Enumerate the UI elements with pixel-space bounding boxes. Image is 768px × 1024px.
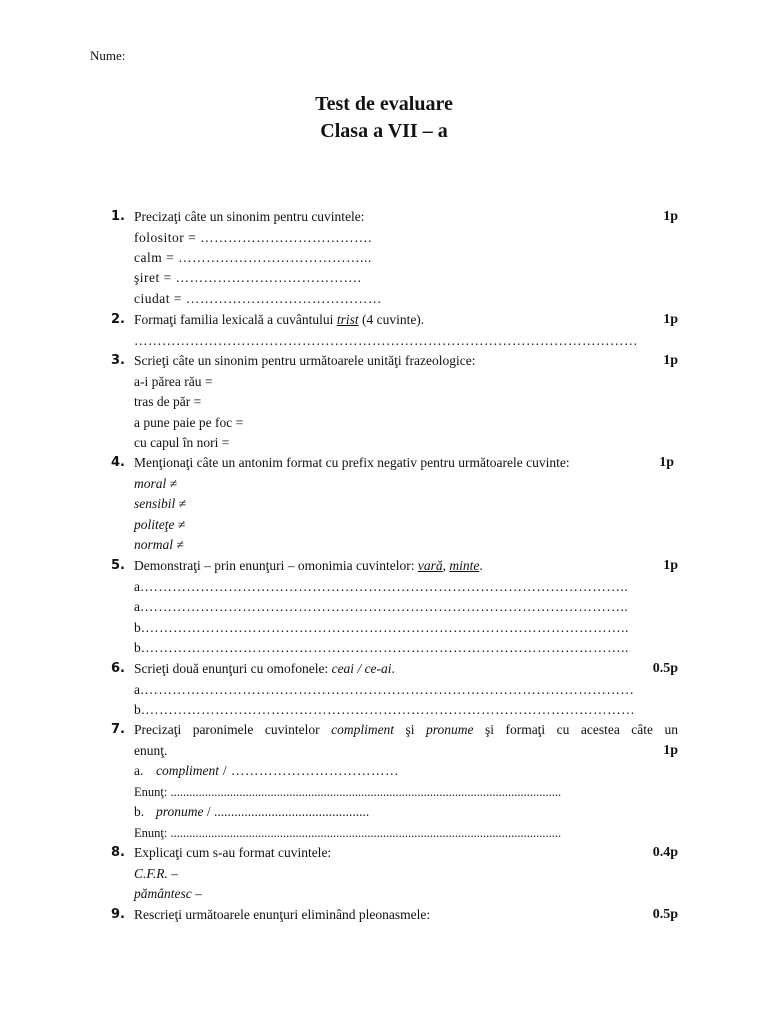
question-8-item: pământesc – (134, 886, 202, 901)
question-6-points: 0.5p (652, 661, 678, 676)
question-1-item: calm = …………………………………... (134, 250, 372, 265)
question-4-text: Menţionaţi câte un antonim format cu prefix negativ pentru următoarele cuvinte: (134, 455, 570, 470)
name-label: Nume: (90, 48, 126, 63)
question-8-number: 8. (111, 845, 125, 860)
question-5-points: 1p (663, 558, 678, 573)
question-3-item: tras de păr = (134, 394, 202, 409)
question-1-item: ciudat = …………………………………… (134, 291, 382, 306)
question-7-number: 7. (111, 722, 125, 737)
question-2-points: 1p (663, 312, 678, 327)
question-4-item: sensibil ≠ (134, 496, 187, 511)
question-9-points: 0.5p (652, 907, 678, 922)
question-3-item: cu capul în nori = (134, 435, 230, 450)
question-5-answer-line: a.………………………………………………………………………………………….. (134, 599, 629, 614)
question-3-text: Scrieţi câte un sinonim pentru următoarele unităţi frazeologice: (134, 353, 476, 368)
question-1-points: 1p (663, 209, 678, 224)
question-6-number: 6. (111, 661, 125, 676)
document-subtitle: Clasa a VII – a (320, 120, 448, 142)
document-title: Test de evaluare (315, 93, 453, 115)
question-3-points: 1p (663, 353, 678, 368)
question-7-word-2: pronume (426, 722, 474, 737)
question-6-answer-line: b.…………………………………………………………………………………………… (134, 702, 636, 717)
question-7-item-a: a. compliment / ……………………………… (134, 763, 400, 778)
question-6-text: Scrieţi două enunţuri cu omofonele: ceai / ce-ai. (134, 661, 395, 676)
question-2-word: trist (336, 312, 359, 327)
question-4-item: moral ≠ (134, 476, 178, 491)
question-3-item: a-i părea rău = (134, 374, 213, 389)
question-7-enunt-b: Enunţ: ............................................................................................................................. (134, 826, 562, 840)
question-4-points: 1p (659, 455, 674, 470)
question-8-text: Explicaţi cum s-au format cuvintele: (134, 845, 332, 860)
question-6-words: ceai / ce-ai (331, 661, 392, 676)
question-7-text-continued: enunţ. (134, 743, 168, 758)
question-5-word-1: vară (417, 558, 443, 573)
question-4-item: politeţe ≠ (134, 517, 186, 532)
question-5-answer-line: a.………………………………………………………………………………………….. (134, 579, 629, 594)
question-8-item: C.F.R. – (134, 866, 179, 881)
question-2-number: 2. (111, 312, 125, 327)
question-7-word-1: compliment (331, 722, 395, 737)
question-7-text: Precizaţi paronimele cuvintelor compliment şi pronume şi formaţi cu acestea câte un (134, 722, 678, 737)
question-5-text: Demonstraţi – prin enunţuri – omonimia cuvintelor: vară, minte. (134, 558, 483, 573)
question-5-answer-line: b.………………………………………………………………………………………….. (134, 640, 629, 655)
question-2-answer-dots: ……………………………………………………………………………………………… (134, 333, 638, 348)
question-1-item: şiret = …………………………………. (134, 270, 362, 285)
question-7-item-b: b. pronume / .............................................. (134, 804, 370, 819)
question-6-answer-line: a.…………………………………………………………………………………………… (134, 682, 635, 697)
question-5-answer-line: b.………………………………………………………………………………………….. (134, 620, 629, 635)
question-5-number: 5. (111, 558, 125, 573)
question-7-enunt-a: Enunţ: ............................................................................................................................. (134, 785, 562, 799)
question-3-number: 3. (111, 353, 125, 368)
question-5-word-2: minte (449, 558, 480, 573)
question-8-points: 0.4p (652, 845, 678, 860)
question-9-number: 9. (111, 907, 125, 922)
question-1-item: folositor = ………………………………. (134, 230, 372, 245)
question-4-item: normal ≠ (134, 537, 184, 552)
question-3-item: a pune paie pe foc = (134, 415, 244, 430)
question-7-points: 1p (663, 743, 678, 758)
question-1-number: 1. (111, 209, 125, 224)
question-1-text: Precizaţi câte un sinonim pentru cuvintele: (134, 209, 365, 224)
question-4-number: 4. (111, 455, 125, 470)
question-2-text: Formaţi familia lexicală a cuvântului trist (4 cuvinte). (134, 312, 425, 327)
question-9-text: Rescrieţi următoarele enunţuri eliminând pleonasmele: (134, 907, 431, 922)
